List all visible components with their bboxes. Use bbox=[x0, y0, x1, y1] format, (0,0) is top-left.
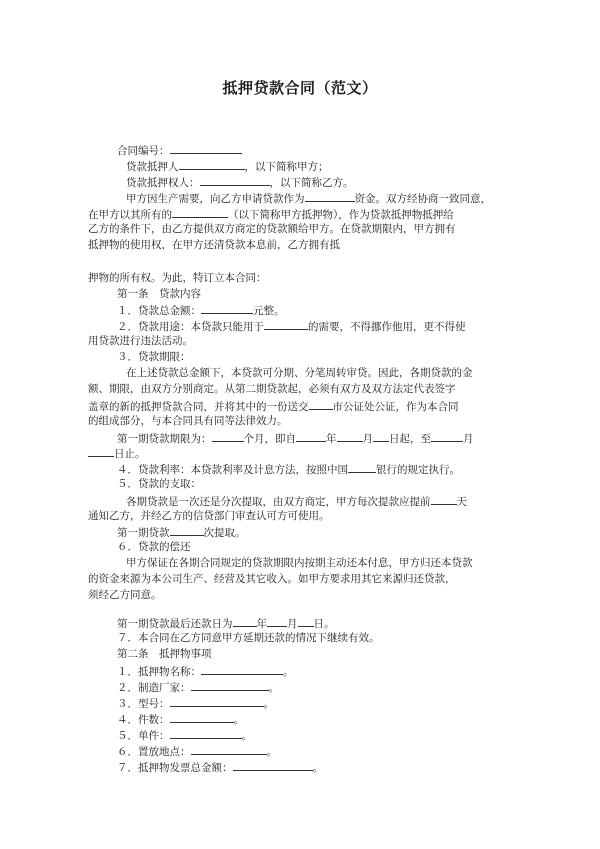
paragraph-line: 抵押物的使用权，在甲方还清贷款本息前，乙方拥有抵 bbox=[88, 239, 340, 251]
paragraph-text: ２．制造厂家： bbox=[117, 682, 191, 694]
contract-number-label: 合同编号： bbox=[117, 145, 170, 157]
blank-field bbox=[296, 430, 326, 442]
blank-field bbox=[212, 430, 244, 442]
mortgagee-blank bbox=[200, 174, 270, 186]
paragraph-text: １．贷款总金额： bbox=[117, 305, 201, 317]
paragraph-text: 各期贷款是一次还是分次提取，由双方商定，甲方每次提款应提前 bbox=[126, 496, 431, 508]
paragraph-text: 。 bbox=[283, 666, 294, 678]
blank-field bbox=[170, 695, 264, 707]
mortgagor-suffix: ，以下简称甲方； bbox=[244, 161, 329, 173]
paragraph-line bbox=[117, 302, 547, 318]
blank-field bbox=[172, 206, 228, 218]
paragraph-line bbox=[88, 445, 518, 461]
mortgagor-line bbox=[126, 158, 556, 174]
mortgagee-label: 贷款抵押权人： bbox=[126, 177, 200, 189]
paragraph-text: 资金。双方经协商一致同意， bbox=[354, 193, 491, 205]
paragraph-line bbox=[117, 679, 547, 695]
paragraph-line: 的资金来源为本公司生产、经营及其它收入。如甲方要求用其它来源归还贷款， bbox=[88, 573, 456, 585]
paragraph-text: 日起，至 bbox=[389, 433, 431, 445]
paragraph-text: 。 bbox=[233, 714, 244, 726]
contract-number-line bbox=[117, 142, 547, 158]
paragraph-line: ６．贷款的偿还 bbox=[117, 541, 191, 553]
paragraph-text: 银行的规定执行。 bbox=[376, 464, 460, 476]
paragraph-text: 日止。 bbox=[114, 448, 146, 460]
paragraph-text: 年 bbox=[256, 618, 267, 630]
paragraph-line bbox=[117, 711, 547, 727]
paragraph-line bbox=[117, 743, 547, 759]
blank-field bbox=[191, 743, 267, 755]
paragraph-line: 额、期限，由双方分别商定。从第二期贷款起，必须有双方及双方法定代表签字 bbox=[88, 383, 456, 395]
paragraph-line bbox=[117, 727, 547, 743]
section-heading-2: 第二条 抵押物事项 bbox=[117, 648, 212, 660]
paragraph-line: ５．贷款的支取： bbox=[117, 478, 201, 490]
paragraph-line bbox=[117, 524, 547, 540]
blank-field bbox=[264, 318, 308, 330]
blank-field bbox=[170, 711, 234, 723]
paragraph-line bbox=[117, 615, 547, 631]
paragraph-line bbox=[117, 759, 547, 775]
paragraph-text: ２．贷款用途：本贷款只能用于 bbox=[117, 321, 264, 333]
paragraph-line: ７．本合同在乙方同意甲方延期还款的情况下继续有效。 bbox=[117, 632, 380, 644]
paragraph-text: 甲方因生产需要，向乙方申请贷款作为 bbox=[126, 193, 305, 205]
paragraph-text: ７．抵押物发票总金额： bbox=[117, 762, 233, 774]
paragraph-line: 甲方保证在各期合同规定的贷款期限内按期主动还本付息，甲方归还本贷款 bbox=[126, 557, 473, 569]
paragraph-text: 月 bbox=[463, 433, 474, 445]
section-heading-1: 第一条 贷款内容 bbox=[117, 288, 201, 300]
blank-field bbox=[431, 493, 457, 505]
paragraph-text: 。 bbox=[241, 730, 252, 742]
paragraph-line bbox=[126, 493, 556, 509]
paragraph-text: 年 bbox=[326, 433, 337, 445]
paragraph-text: 元整。 bbox=[253, 305, 285, 317]
blank-field bbox=[309, 398, 333, 410]
paragraph-line: 用贷款进行违法活动。 bbox=[88, 335, 193, 347]
blank-field bbox=[191, 679, 269, 691]
blank-field bbox=[305, 190, 355, 202]
paragraph-text: 的需要，不得挪作他用，更不得使 bbox=[308, 321, 466, 333]
paragraph-line bbox=[88, 398, 518, 414]
page-title: 抵押贷款合同（范文） bbox=[222, 79, 378, 97]
paragraph-text: ４．贷款利率：本贷款利率及计息方法，按照中国 bbox=[117, 464, 348, 476]
blank-field bbox=[298, 615, 314, 627]
paragraph-text: 次提取。 bbox=[203, 527, 246, 539]
blank-field bbox=[201, 302, 253, 314]
mortgagee-line bbox=[126, 174, 556, 190]
paragraph-text: 市公证处公证，作为本合同 bbox=[332, 401, 459, 413]
paragraph-text: 第一期贷款期限为： bbox=[117, 433, 212, 445]
blank-field bbox=[201, 663, 283, 675]
paragraph-line: 在上述贷款总金额下，本贷款可分期、分笔周转审贷。因此，各期贷款的金 bbox=[126, 367, 473, 379]
paragraph-line bbox=[117, 318, 547, 334]
mortgagor-blank bbox=[179, 158, 245, 170]
paragraph-text: ３．型号： bbox=[117, 698, 170, 710]
paragraph-text: 第一期贷款 bbox=[117, 527, 170, 539]
paragraph-text: 。 bbox=[266, 746, 277, 758]
blank-field bbox=[170, 727, 242, 739]
blank-field bbox=[348, 461, 376, 473]
paragraph-text: 盖章的新的抵押贷款合同，并将其中的一份送交 bbox=[88, 401, 309, 413]
blank-field bbox=[373, 430, 389, 442]
blank-field bbox=[170, 524, 204, 536]
paragraph-line bbox=[117, 663, 547, 679]
mortgagee-suffix: ，以下简称乙方。 bbox=[269, 177, 354, 189]
paragraph-text: 日。 bbox=[313, 618, 335, 630]
paragraph-text: 。 bbox=[268, 682, 279, 694]
paragraph-text: 在甲方以其所有的 bbox=[88, 209, 172, 221]
paragraph-line bbox=[126, 190, 556, 206]
paragraph-text: （以下简称甲方抵押物），作为贷款抵押物抵押给 bbox=[228, 209, 454, 221]
paragraph-line: ３．贷款期限： bbox=[117, 351, 191, 363]
paragraph-line bbox=[117, 695, 547, 711]
paragraph-line: 的组成部分，与本合同具有同等法律效力。 bbox=[88, 415, 288, 427]
paragraph-text: ４．件数： bbox=[117, 714, 170, 726]
paragraph-line: 乙方的条件下，由乙方提供双方商定的贷款额给甲方。在贷款期限内，甲方拥有 bbox=[88, 223, 456, 235]
paragraph-text: 月 bbox=[362, 433, 373, 445]
paragraph-text: 个月，即自 bbox=[243, 433, 296, 445]
blank-field bbox=[337, 430, 363, 442]
paragraph-text: ５．单件： bbox=[117, 730, 170, 742]
paragraph-line: 须经乙方同意。 bbox=[88, 589, 162, 601]
paragraph-text: １．抵押物名称： bbox=[117, 666, 201, 678]
blank-field bbox=[267, 615, 287, 627]
paragraph-text: 天 bbox=[456, 496, 467, 508]
paragraph-text: ６．置放地点： bbox=[117, 746, 191, 758]
paragraph-text: 第一期贷款最后还款日为 bbox=[117, 618, 233, 630]
blank-field bbox=[233, 615, 257, 627]
paragraph-text: 月 bbox=[287, 618, 298, 630]
contract-number-blank bbox=[170, 142, 242, 154]
paragraph-line bbox=[88, 206, 518, 222]
paragraph-line bbox=[117, 430, 547, 446]
paragraph-text: 。 bbox=[312, 762, 323, 774]
paragraph-line bbox=[117, 461, 547, 477]
blank-field bbox=[233, 759, 313, 771]
blank-field bbox=[88, 445, 114, 457]
paragraph-line: 通知乙方，并经乙方的信贷部门审查认可方可使用。 bbox=[88, 510, 330, 522]
paragraph-line: 押物的所有权。为此，特订立本合同： bbox=[88, 272, 267, 284]
blank-field bbox=[431, 430, 463, 442]
paragraph-text: 。 bbox=[263, 698, 274, 710]
mortgagor-label: 贷款抵押人 bbox=[126, 161, 179, 173]
